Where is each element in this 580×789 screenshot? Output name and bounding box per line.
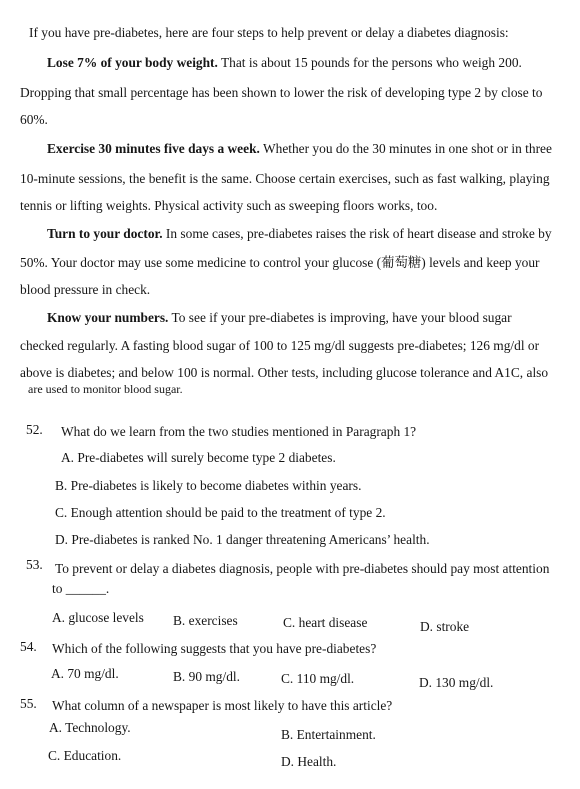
q53-number: 53. [26, 557, 43, 572]
q53-stem: To prevent or delay a diabetes diagnosis, people with pre-diabetes should pay most attention [55, 561, 550, 576]
step1-line2: Dropping that small percentage has been shown to lower the risk of developing type 2 by close to [20, 85, 543, 100]
q53-option-a[interactable]: A. glucose levels [52, 610, 144, 625]
step2-line3: tennis or lifting weights. Physical activity such as sweeping floors works, too. [20, 198, 438, 213]
q55-stem: What column of a newspaper is most likely to have this article? [52, 698, 393, 713]
passage-intro: If you have pre-diabetes, here are four steps to help prevent or delay a diabetes diagnosis: [29, 25, 509, 40]
step3-line3: blood pressure in check. [20, 282, 151, 297]
step3-title: Turn to your doctor. [47, 226, 163, 241]
step1-text: That is about 15 pounds for the persons who weigh 200. [217, 55, 522, 70]
q52-option-a[interactable]: A. Pre-diabetes will surely become type 2 diabetes. [61, 450, 336, 465]
q55-option-a[interactable]: A. Technology. [49, 720, 131, 735]
step4-line2: checked regularly. A fasting blood sugar of 100 to 125 mg/dl suggests pre-diabetes; 126 mg/dl or [20, 338, 540, 353]
step1-title: Lose 7% of your body weight. [47, 55, 218, 70]
step1-line1 [47, 56, 522, 69]
step2-line2: 10-minute sessions, the benefit is the same. Choose certain exercises, such as fast walking, playing [20, 171, 550, 186]
step2-line1 [47, 142, 552, 155]
step4-line1 [47, 311, 512, 324]
q55-option-b[interactable]: B. Entertainment. [281, 727, 376, 742]
q53-option-b[interactable]: B. exercises [173, 613, 238, 628]
step4-line4: are used to monitor blood sugar. [28, 382, 183, 396]
q54-option-d[interactable]: D. 130 mg/dl. [419, 675, 494, 690]
q54-number: 54. [20, 639, 37, 654]
q54-option-a[interactable]: A. 70 mg/dl. [51, 666, 119, 681]
q54-stem: Which of the following suggests that you have pre-diabetes? [52, 641, 377, 656]
step4-title: Know your numbers. [47, 310, 169, 325]
q53-stem-cont: to ______. [52, 581, 110, 596]
step1-line3: 60%. [20, 112, 48, 127]
step3-text: In some cases, pre-diabetes raises the risk of heart disease and stroke by [162, 226, 552, 241]
step3-line1 [47, 227, 552, 240]
q52-option-c[interactable]: C. Enough attention should be paid to the treatment of type 2. [55, 505, 386, 520]
q55-option-c[interactable]: C. Education. [48, 748, 122, 763]
step3-line2: 50%. Your doctor may use some medicine to control your glucose (葡萄糖) levels and keep your [20, 255, 540, 270]
q55-option-d[interactable]: D. Health. [281, 754, 337, 769]
q54-option-c[interactable]: C. 110 mg/dl. [281, 671, 355, 686]
q52-option-d[interactable]: D. Pre-diabetes is ranked No. 1 danger threatening Americans’ health. [55, 532, 430, 547]
step4-text: To see if your pre-diabetes is improving, have your blood sugar [168, 310, 512, 325]
q52-option-b[interactable]: B. Pre-diabetes is likely to become diabetes within years. [55, 478, 362, 493]
q52-number: 52. [26, 422, 43, 437]
q54-option-b[interactable]: B. 90 mg/dl. [173, 669, 240, 684]
step2-title: Exercise 30 minutes five days a week. [47, 141, 260, 156]
step4-line3: above is diabetes; and below 100 is normal. Other tests, including glucose tolerance and A1C, also [20, 365, 549, 380]
q55-number: 55. [20, 696, 37, 711]
step2-text: Whether you do the 30 minutes in one shot or in three [259, 141, 552, 156]
q53-option-d[interactable]: D. stroke [420, 619, 470, 634]
q52-stem: What do we learn from the two studies mentioned in Paragraph 1? [61, 424, 417, 439]
q53-option-c[interactable]: C. heart disease [283, 615, 368, 630]
